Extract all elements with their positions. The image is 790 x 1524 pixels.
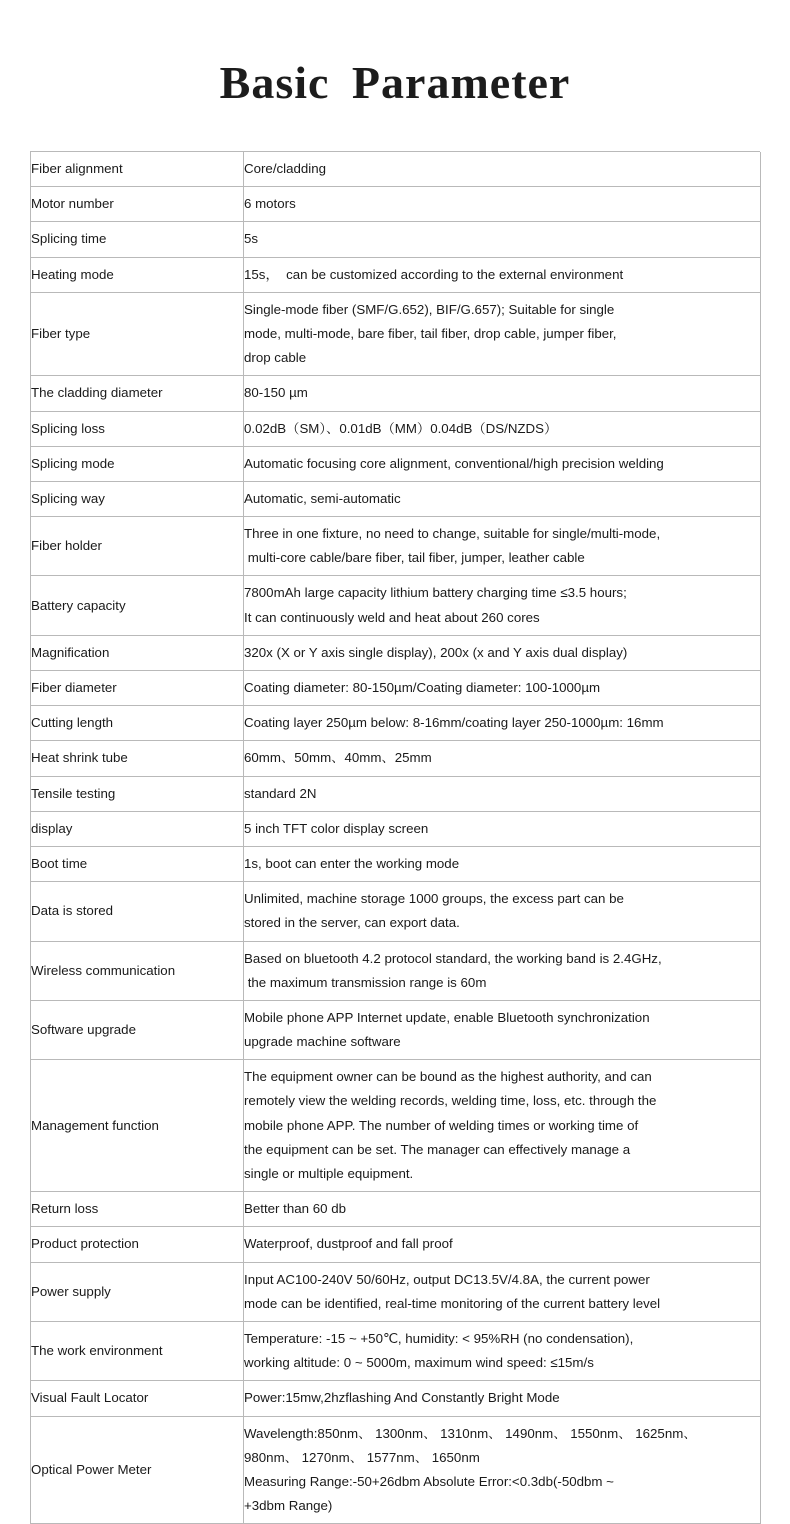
spec-value-line: 320x (X or Y axis single display), 200x (x and Y axis dual display) [244, 644, 628, 660]
spec-table-body [31, 152, 761, 1524]
table-row [31, 517, 761, 576]
spec-key: Visual Fault Locator [31, 1381, 244, 1416]
table-row [31, 671, 761, 706]
spec-value-line: working altitude: 0 ~ 5000m, maximum wind speed: ≤15m/s [244, 1355, 594, 1371]
spec-value [244, 1321, 761, 1380]
table-row [31, 152, 761, 187]
spec-value [244, 152, 761, 187]
spec-key: Battery capacity [31, 576, 244, 635]
spec-value-line: the maximum transmission range is 60m [244, 974, 487, 990]
spec-value-line: 980nm、 1270nm、 1577nm、 1650nm [244, 1449, 480, 1465]
spec-key: Splicing way [31, 481, 244, 516]
spec-value [244, 222, 761, 257]
spec-value-line: Unlimited, machine storage 1000 groups, the excess part can be [244, 891, 624, 907]
spec-value-line: Wavelength:850nm、 1300nm、 1310nm、 1490nm、 1550nm、 1625nm、 [244, 1425, 697, 1441]
spec-value [244, 1227, 761, 1262]
spec-value [244, 1192, 761, 1227]
spec-value-line: multi-core cable/bare fiber, tail fiber, jumper, leather cable [244, 550, 585, 566]
spec-value-line: 5s [244, 231, 259, 247]
spec-value [244, 411, 761, 446]
spec-value [244, 292, 761, 376]
table-row [31, 635, 761, 670]
spec-key: Product protection [31, 1227, 244, 1262]
table-row [31, 257, 761, 292]
spec-value-line: mode, multi-mode, bare fiber, tail fiber, drop cable, jumper fiber, [244, 325, 617, 341]
spec-key: display [31, 811, 244, 846]
spec-value [244, 671, 761, 706]
spec-value [244, 257, 761, 292]
table-row [31, 222, 761, 257]
spec-value [244, 187, 761, 222]
table-row [31, 1262, 761, 1321]
spec-key: Magnification [31, 635, 244, 670]
spec-key: Heat shrink tube [31, 741, 244, 776]
table-row [31, 376, 761, 411]
spec-value [244, 517, 761, 576]
table-row [31, 576, 761, 635]
spec-value-line: +3dbm Range) [244, 1498, 333, 1514]
spec-value-line: The equipment owner can be bound as the highest authority, and can [244, 1069, 652, 1085]
spec-key: Optical Power Meter [31, 1416, 244, 1524]
spec-key: The cladding diameter [31, 376, 244, 411]
spec-value-line: 15s， can be customized according to the external environment [244, 266, 624, 282]
spec-key: Boot time [31, 846, 244, 881]
spec-value-line: Mobile phone APP Internet update, enable Bluetooth synchronization [244, 1009, 650, 1025]
spec-value [244, 1416, 761, 1524]
spec-key: Tensile testing [31, 776, 244, 811]
spec-key: Wireless communication [31, 941, 244, 1000]
spec-key: Fiber type [31, 292, 244, 376]
spec-value-line: Automatic, semi-automatic [244, 490, 401, 506]
spec-value [244, 1381, 761, 1416]
table-row [31, 1381, 761, 1416]
table-row [31, 741, 761, 776]
table-row [31, 481, 761, 516]
spec-value [244, 882, 761, 941]
spec-value [244, 776, 761, 811]
table-row [31, 941, 761, 1000]
spec-table-wrapper [30, 151, 760, 1524]
table-row [31, 446, 761, 481]
spec-value-line: 0.02dB（SM）、0.01dB（MM）0.04dB（DS/NZDS） [244, 420, 558, 436]
page-title: Basic Parameter [219, 57, 571, 108]
specification-table [31, 152, 761, 1524]
table-row [31, 1192, 761, 1227]
spec-key: Fiber alignment [31, 152, 244, 187]
spec-value-line: stored in the server, can export data. [244, 915, 460, 931]
spec-value-line: 7800mAh large capacity lithium battery charging time ≤3.5 hours; [244, 585, 627, 601]
spec-value [244, 706, 761, 741]
spec-value-line: Better than 60 db [244, 1201, 347, 1217]
spec-value [244, 1262, 761, 1321]
spec-value [244, 811, 761, 846]
spec-value-line: Automatic focusing core alignment, conventional/high precision welding [244, 455, 664, 471]
spec-value-line: Temperature: -15 ~ +50℃, humidity: < 95%RH (no condensation), [244, 1330, 634, 1346]
spec-value-line: remotely view the welding records, welding time, loss, etc. through the [244, 1093, 657, 1109]
spec-value-line: Power:15mw,2hzflashing And Constantly Bright Mode [244, 1390, 560, 1406]
spec-value-line: 80-150 µm [244, 385, 308, 401]
spec-value-line: Coating layer 250µm below: 8-16mm/coating layer 250-1000µm: 16mm [244, 715, 664, 731]
table-row [31, 1000, 761, 1059]
spec-value [244, 1060, 761, 1192]
spec-value-line: Coating diameter: 80-150µm/Coating diameter: 100-1000µm [244, 680, 601, 695]
spec-value [244, 481, 761, 516]
spec-value-line: Measuring Range:-50+26dbm Absolute Error:<0.3db(-50dbm ~ [244, 1473, 614, 1489]
spec-value-line: single or multiple equipment. [244, 1166, 414, 1181]
table-row [31, 1416, 761, 1524]
spec-value-line: 6 motors [244, 196, 296, 212]
spec-key: Software upgrade [31, 1000, 244, 1059]
spec-value [244, 635, 761, 670]
spec-value-line: 1s, boot can enter the working mode [244, 855, 460, 871]
spec-value-line: 60mm、50mm、40mm、25mm [244, 750, 432, 766]
spec-value [244, 376, 761, 411]
spec-key: The work environment [31, 1321, 244, 1380]
spec-key: Power supply [31, 1262, 244, 1321]
table-row [31, 706, 761, 741]
spec-key: Splicing time [31, 222, 244, 257]
spec-value-line: Based on bluetooth 4.2 protocol standard, the working band is 2.4GHz, [244, 950, 662, 966]
spec-value [244, 941, 761, 1000]
spec-value-line: mobile phone APP. The number of welding times or working time of [244, 1117, 639, 1133]
spec-value [244, 1000, 761, 1059]
table-row [31, 846, 761, 881]
spec-value-line: It can continuously weld and heat about 260 cores [244, 609, 540, 625]
table-row [31, 882, 761, 941]
spec-key: Fiber diameter [31, 671, 244, 706]
spec-value [244, 446, 761, 481]
spec-value-line: Waterproof, dustproof and fall proof [244, 1236, 453, 1252]
spec-key: Return loss [31, 1192, 244, 1227]
spec-key: Splicing mode [31, 446, 244, 481]
spec-value [244, 741, 761, 776]
spec-key: Splicing loss [31, 411, 244, 446]
spec-key: Fiber holder [31, 517, 244, 576]
spec-value-line: Single-mode fiber (SMF/G.652), BIF/G.657); Suitable for single [244, 301, 615, 317]
table-row [31, 1227, 761, 1262]
spec-key: Data is stored [31, 882, 244, 941]
table-row [31, 776, 761, 811]
table-row [31, 1060, 761, 1192]
spec-value-line: the equipment can be set. The manager can effectively manage a [244, 1141, 631, 1157]
spec-value-line: mode can be identified, real-time monitoring of the current battery level [244, 1295, 661, 1311]
table-row [31, 1321, 761, 1380]
spec-value-line: Input AC100-240V 50/60Hz, output DC13.5V/4.8A, the current power [244, 1271, 650, 1287]
table-row [31, 292, 761, 376]
spec-value-line: standard 2N [244, 785, 317, 801]
table-row [31, 811, 761, 846]
spec-value [244, 576, 761, 635]
spec-value-line: upgrade machine software [244, 1034, 401, 1050]
spec-value-line: 5 inch TFT color display screen [244, 820, 429, 836]
spec-value-line: Core/cladding [244, 161, 327, 176]
table-row [31, 187, 761, 222]
spec-key: Motor number [31, 187, 244, 222]
spec-value [244, 846, 761, 881]
spec-key: Cutting length [31, 706, 244, 741]
spec-value-line: drop cable [244, 350, 307, 366]
spec-key: Management function [31, 1060, 244, 1192]
table-row [31, 411, 761, 446]
spec-value-line: Three in one fixture, no need to change, suitable for single/multi-mode, [244, 526, 661, 542]
spec-key: Heating mode [31, 257, 244, 292]
